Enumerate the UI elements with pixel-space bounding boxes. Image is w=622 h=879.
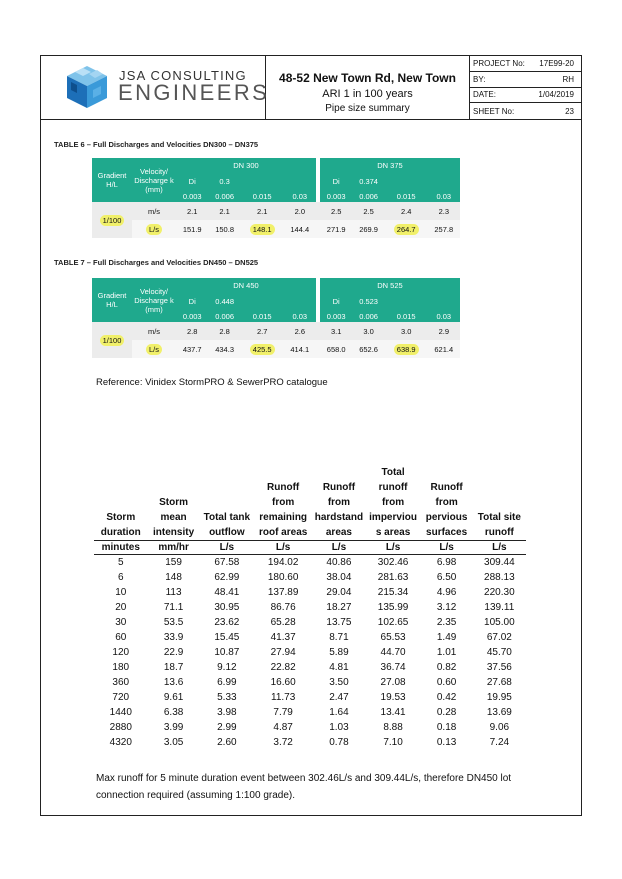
table-cell: 220.30 [484, 587, 515, 598]
unit-cell: m/s [132, 322, 176, 340]
column-header: runoff [378, 482, 408, 493]
table-cell: 3.72 [273, 737, 293, 748]
unit-header: minutes [94, 541, 148, 555]
field-date [470, 88, 581, 104]
gradient-header: Gradient H/L [92, 278, 132, 322]
k-cell: 0.03 [284, 190, 316, 202]
table-cell: 180.60 [267, 572, 299, 583]
table-cell: 2880 [109, 722, 132, 733]
unit-value: L/s [146, 224, 162, 235]
value-cell: 151.9 [176, 220, 208, 238]
table-cell: 6.98 [436, 557, 457, 568]
column-header: Total site [477, 512, 521, 523]
value-cell: 2.1 [176, 202, 208, 220]
k-cell: 0.015 [241, 310, 284, 322]
k-cell: 0.006 [208, 310, 240, 322]
table7-title: TABLE 7 – Full Discharges and Velocities DN450 – DN525 [54, 258, 259, 267]
di-cell [385, 172, 428, 190]
table-cell: 0.82 [436, 662, 457, 673]
table-cell: 148 [165, 572, 182, 583]
table-row [94, 720, 526, 735]
table-cell: 5 [117, 557, 124, 568]
column-header: Storm [106, 512, 136, 523]
table-row [92, 202, 460, 220]
value-cell: 2.8 [208, 322, 240, 340]
value-cell: 2.9 [428, 322, 460, 340]
table-cell: 137.89 [267, 587, 299, 598]
table-cell: 2.60 [217, 737, 237, 748]
unit-cell [132, 220, 176, 238]
column-header: outflow [209, 527, 245, 538]
unit-header: L/s [200, 541, 254, 555]
column-header [94, 495, 148, 510]
column-header: areas [325, 527, 352, 538]
group-header: DN 450 [176, 278, 316, 292]
field-label: SHEET No: [473, 106, 515, 116]
di-cell: Di [320, 172, 352, 190]
table6-title: TABLE 6 – Full Discharges and Velocities DN300 – DN375 [54, 140, 259, 149]
di-cell: 0.448 [208, 292, 240, 310]
table-cell: 67.58 [214, 557, 240, 568]
table-cell: 0.28 [436, 707, 457, 718]
column-header: Total tank [203, 512, 251, 523]
k-cell: 0.003 [176, 310, 208, 322]
column-header [473, 480, 526, 495]
table-cell: 180 [112, 662, 130, 673]
table-cell: 194.02 [267, 557, 299, 568]
table-cell: 7.79 [273, 707, 293, 718]
project-title: 48-52 New Town Rd, New Town [279, 71, 456, 85]
table-cell: 67.02 [486, 632, 512, 643]
table-cell: 71.1 [163, 602, 184, 613]
reference-note: Reference: Vinidex StormPRO & SewerPRO catalogue [96, 377, 328, 388]
k-cell: 0.015 [385, 190, 428, 202]
table-cell: 22.82 [270, 662, 296, 673]
project-subtitle: ARI 1 in 100 years [322, 88, 413, 100]
table-cell: 37.56 [486, 662, 512, 673]
value-cell: 414.1 [284, 340, 316, 358]
table-cell: 281.63 [377, 572, 409, 583]
table-cell: 4.81 [329, 662, 349, 673]
gradient-cell [92, 202, 132, 238]
column-header: Runoff [267, 482, 300, 493]
table-cell: 8.88 [383, 722, 403, 733]
table-row [94, 645, 526, 660]
value-cell: 2.4 [385, 202, 428, 220]
table-cell: 41.37 [270, 632, 296, 643]
table-cell: 105.00 [484, 617, 515, 628]
header-row [94, 480, 526, 495]
column-header [421, 465, 473, 480]
table-row [94, 705, 526, 720]
table-row [94, 615, 526, 630]
table-cell: 33.9 [163, 632, 184, 643]
column-header: mean [160, 512, 187, 523]
value-cell: 269.9 [352, 220, 384, 238]
table6 [92, 158, 460, 238]
highlighted-value: 148.1 [250, 224, 275, 235]
table-row [94, 570, 526, 585]
header-row [94, 510, 526, 525]
column-header: Total [381, 467, 405, 478]
table-cell: 0.42 [436, 692, 457, 703]
conclusion-note: Max runoff for 5 minute duration event between 302.46L/s and 309.44L/s, therefore DN450 lot connection required (assuming 1:100 grade). [96, 773, 512, 801]
column-header [148, 480, 200, 495]
field-label: BY: [473, 74, 486, 84]
column-header: s areas [375, 527, 411, 538]
table-cell: 11.73 [271, 692, 296, 703]
table-cell: 0.78 [329, 737, 349, 748]
table-cell: 360 [112, 677, 130, 688]
field-value: 23 [565, 106, 574, 116]
table-cell: 0.13 [436, 737, 457, 748]
column-header [200, 465, 254, 480]
unit-header: L/s [366, 541, 421, 555]
logo-cube-icon [65, 64, 109, 110]
value-cell [385, 340, 428, 358]
table-cell: 1.03 [329, 722, 349, 733]
table7 [92, 278, 460, 358]
table-cell: 9.12 [217, 662, 237, 673]
field-by [470, 72, 581, 88]
table-cell: 9.61 [163, 692, 184, 703]
column-header: from [327, 497, 351, 508]
header-row [94, 495, 526, 510]
table-cell: 1440 [109, 707, 132, 718]
table-cell: 102.65 [377, 617, 409, 628]
company-name-line1: JSA CONSULTING [119, 68, 247, 83]
value-cell: 2.3 [428, 202, 460, 220]
value-cell: 2.5 [320, 202, 352, 220]
table-cell: 19.95 [486, 692, 512, 703]
column-header: roof areas [258, 527, 308, 538]
table-row [94, 735, 526, 750]
table-cell: 13.6 [163, 677, 184, 688]
column-header: duration [100, 527, 141, 538]
value-cell: 437.7 [176, 340, 208, 358]
table-cell: 2.35 [436, 617, 457, 628]
table-cell: 4320 [109, 737, 132, 748]
gradient-cell [92, 322, 132, 358]
table-cell: 8.71 [329, 632, 349, 643]
project-info [266, 56, 470, 119]
table-cell: 9.06 [489, 722, 510, 733]
table-cell: 1.64 [329, 707, 349, 718]
value-cell: 271.9 [320, 220, 352, 238]
table-cell: 120 [112, 647, 130, 658]
di-cell [241, 172, 284, 190]
table-cell: 159 [165, 557, 182, 568]
di-cell [428, 172, 460, 190]
table-row [94, 555, 526, 571]
unit-value: L/s [146, 344, 162, 355]
table-cell: 15.45 [214, 632, 240, 643]
table-cell: 65.53 [380, 632, 406, 643]
value-cell [241, 220, 284, 238]
table-cell: 53.5 [163, 617, 184, 628]
value-cell: 652.6 [352, 340, 384, 358]
table-row [94, 675, 526, 690]
column-header [94, 465, 148, 480]
unit-cell: m/s [132, 202, 176, 220]
column-header [312, 465, 365, 480]
table-cell: 19.53 [380, 692, 406, 703]
value-cell: 2.8 [176, 322, 208, 340]
di-cell [428, 292, 460, 310]
highlighted-value: 264.7 [394, 224, 419, 235]
column-header: from [272, 497, 295, 508]
units-row [94, 541, 526, 555]
unit-header: L/s [254, 541, 312, 555]
value-cell: 3.0 [385, 322, 428, 340]
table-cell: 48.41 [214, 587, 240, 598]
highlighted-value: 638.9 [394, 344, 419, 355]
di-cell: Di [320, 292, 352, 310]
table-cell: 0.60 [436, 677, 457, 688]
field-value: RH [562, 74, 574, 84]
table-cell: 10.87 [214, 647, 240, 658]
table-cell: 6.50 [436, 572, 457, 583]
value-cell: 3.0 [352, 322, 384, 340]
value-cell: 2.7 [241, 322, 284, 340]
column-header: Runoff [322, 482, 356, 493]
table-row [94, 585, 526, 600]
k-cell: 0.003 [320, 310, 352, 322]
table-cell: 27.68 [486, 677, 512, 688]
table-cell: 18.27 [326, 602, 352, 613]
table-cell: 7.10 [383, 737, 403, 748]
k-cell: 0.003 [176, 190, 208, 202]
project-fields [470, 56, 581, 119]
table-cell: 10 [115, 587, 127, 598]
value-cell [241, 340, 284, 358]
k-cell: 0.006 [208, 190, 240, 202]
gradient-header: Gradient H/L [92, 158, 132, 202]
table-cell: 1.01 [436, 647, 457, 658]
table-cell: 18.7 [163, 662, 184, 673]
table-cell: 13.69 [486, 707, 512, 718]
group-header: DN 525 [320, 278, 460, 292]
value-cell: 144.4 [284, 220, 316, 238]
table-cell: 62.99 [214, 572, 240, 583]
table-cell: 2.47 [329, 692, 349, 703]
di-cell: 0.523 [352, 292, 384, 310]
table-cell: 309.44 [484, 557, 515, 568]
column-header: from [435, 497, 458, 508]
table-cell: 60 [115, 632, 127, 643]
unit-header: L/s [312, 541, 365, 555]
table-cell: 27.94 [270, 647, 296, 658]
di-cell [385, 292, 428, 310]
value-cell: 434.3 [208, 340, 240, 358]
title-block [41, 56, 581, 120]
table-row [94, 630, 526, 645]
company-name-line2: ENGINEERS [118, 80, 270, 105]
k-cell: 0.015 [385, 310, 428, 322]
header-row [94, 525, 526, 541]
value-cell: 2.6 [284, 322, 316, 340]
column-header [200, 495, 254, 510]
column-header: from [381, 497, 405, 508]
company-logo [41, 56, 270, 119]
value-cell [385, 220, 428, 238]
table-cell: 302.46 [377, 557, 409, 568]
value-cell: 257.8 [428, 220, 460, 238]
table-row [94, 600, 526, 615]
column-header: Storm [159, 497, 189, 508]
table-cell: 44.70 [380, 647, 406, 658]
field-sheet-no [470, 103, 581, 119]
unit-header: mm/hr [148, 541, 200, 555]
table-cell: 3.99 [163, 722, 184, 733]
table-cell: 86.76 [270, 602, 296, 613]
column-header: intensity [153, 527, 195, 538]
table-cell: 45.70 [486, 647, 512, 658]
column-header: imperviou [369, 512, 417, 523]
column-header: remaining [259, 512, 308, 523]
k-cell: 0.006 [352, 310, 384, 322]
value-cell: 2.1 [208, 202, 240, 220]
value-cell: 150.8 [208, 220, 240, 238]
table-cell: 6.38 [163, 707, 184, 718]
column-header [254, 465, 312, 480]
k-cell: 0.006 [352, 190, 384, 202]
column-header [473, 495, 526, 510]
k-cell: 0.003 [320, 190, 352, 202]
table-cell: 113 [165, 587, 182, 598]
value-cell: 621.4 [428, 340, 460, 358]
table-cell: 1.49 [436, 632, 457, 643]
table-cell: 3.12 [436, 602, 457, 613]
value-cell: 2.1 [241, 202, 284, 220]
runoff-table [94, 465, 526, 750]
di-cell: 0.374 [352, 172, 384, 190]
table-cell: 3.05 [163, 737, 184, 748]
table-cell: 22.9 [163, 647, 184, 658]
field-value: 17E99-20 [539, 58, 574, 68]
table-cell: 2.99 [217, 722, 237, 733]
table-row [92, 340, 460, 358]
table-cell: 135.99 [377, 602, 409, 613]
field-label: PROJECT No: [473, 58, 525, 68]
table-cell: 4.96 [436, 587, 457, 598]
value-cell: 2.5 [352, 202, 384, 220]
column-header: Runoff [430, 482, 463, 493]
table-cell: 4.87 [273, 722, 293, 733]
gradient-value: 1/100 [100, 215, 125, 226]
table-cell: 30.95 [214, 602, 240, 613]
table-cell: 23.62 [214, 617, 240, 628]
table-cell: 5.33 [217, 692, 237, 703]
di-cell [284, 172, 316, 190]
value-cell: 2.0 [284, 202, 316, 220]
di-cell: 0.3 [208, 172, 240, 190]
table-cell: 720 [112, 692, 130, 703]
column-header: hardstand [314, 512, 364, 523]
di-cell [284, 292, 316, 310]
table-cell: 3.98 [217, 707, 237, 718]
table-cell: 40.86 [326, 557, 352, 568]
table-cell: 3.50 [329, 677, 349, 688]
k-cell: 0.03 [284, 310, 316, 322]
table-cell: 6.99 [217, 677, 237, 688]
table-cell: 139.11 [484, 602, 515, 613]
field-value: 1/04/2019 [538, 90, 574, 100]
di-cell: Di [176, 172, 208, 190]
group-header: DN 375 [320, 158, 460, 172]
column-header [148, 465, 200, 480]
table-cell: 27.08 [380, 677, 406, 688]
velocity-header: Velocity/ Discharge k (mm) [132, 158, 176, 202]
table-cell: 36.74 [380, 662, 406, 673]
column-header: surfaces [426, 527, 468, 538]
table-cell: 5.89 [329, 647, 349, 658]
unit-header: L/s [421, 541, 473, 555]
table-cell: 30 [115, 617, 127, 628]
table-cell: 288.13 [484, 572, 515, 583]
table-cell: 0.18 [436, 722, 457, 733]
table-cell: 6 [117, 572, 124, 583]
k-cell: 0.015 [241, 190, 284, 202]
table-cell: 38.04 [326, 572, 352, 583]
table-row [94, 690, 526, 705]
table-row [92, 322, 460, 340]
column-header [94, 480, 148, 495]
di-cell [241, 292, 284, 310]
header-row [94, 465, 526, 480]
table-cell: 16.60 [270, 677, 296, 688]
sheet-description: Pipe size summary [325, 103, 410, 114]
table-row [94, 660, 526, 675]
column-header [473, 465, 526, 480]
k-cell: 0.03 [428, 190, 460, 202]
table-cell: 13.75 [326, 617, 352, 628]
table-cell: 29.04 [326, 587, 352, 598]
column-header [200, 480, 254, 495]
table-cell: 20 [115, 602, 127, 613]
table-row [92, 220, 460, 238]
di-cell: Di [176, 292, 208, 310]
column-header: runoff [484, 527, 514, 538]
k-cell: 0.03 [428, 310, 460, 322]
table-cell: 7.24 [489, 737, 510, 748]
field-project-no [470, 56, 581, 72]
field-label: DATE: [473, 90, 496, 100]
value-cell: 3.1 [320, 322, 352, 340]
unit-header: L/s [473, 541, 526, 555]
unit-cell [132, 340, 176, 358]
group-header: DN 300 [176, 158, 316, 172]
value-cell: 658.0 [320, 340, 352, 358]
table-cell: 215.34 [377, 587, 409, 598]
gradient-value: 1/100 [100, 335, 125, 346]
column-header: pervious [425, 512, 468, 523]
velocity-header: Velocity/ Discharge k (mm) [132, 278, 176, 322]
highlighted-value: 425.5 [250, 344, 275, 355]
table-cell: 13.41 [380, 707, 406, 718]
table-cell: 65.28 [270, 617, 296, 628]
